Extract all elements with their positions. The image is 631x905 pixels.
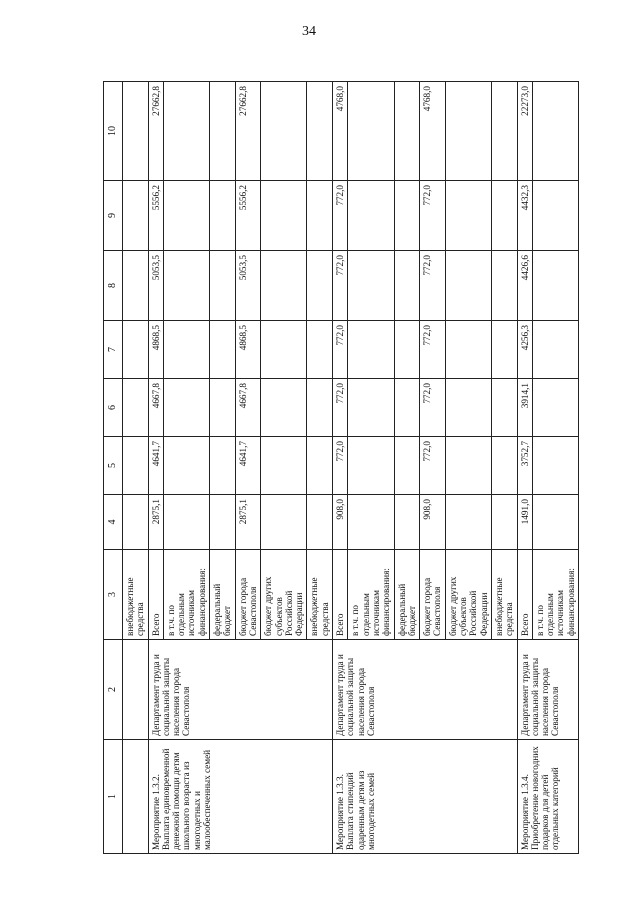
value-cell: 772,0 [420, 251, 446, 321]
value-cell: 5053,5 [235, 251, 261, 321]
source-text: бюджет других [447, 576, 458, 636]
table-row [148, 82, 163, 854]
executor-text: населения города [540, 667, 551, 736]
header-col-3: 3 [104, 550, 123, 640]
budget-table [103, 81, 579, 854]
value-cell: 1491,0 [517, 495, 532, 550]
value-cell [445, 495, 491, 550]
source-text: финансирования: [196, 568, 207, 636]
value-cell: 2875,1 [148, 495, 163, 550]
source-text: отдельным [176, 593, 187, 636]
value-cell: 27662,8 [235, 82, 261, 181]
source-text: Российской [468, 590, 479, 636]
source-cell [517, 550, 532, 640]
value-cell [532, 437, 578, 495]
source-text: бюджет города [422, 577, 433, 636]
value-cell [394, 437, 420, 495]
value-cell [210, 321, 236, 379]
source-cell [163, 550, 209, 640]
source-cell [420, 550, 446, 640]
value-cell [261, 181, 307, 251]
value-cell [163, 495, 209, 550]
value-cell [348, 437, 394, 495]
value-cell [261, 82, 307, 181]
executor-text: социальной защиты [345, 657, 356, 736]
rotated-table-container [103, 82, 576, 854]
value-cell: 4256,3 [517, 321, 532, 379]
value-cell: 5556,2 [235, 181, 261, 251]
executor-text: социальной защиты [529, 657, 540, 736]
executor-text: населения города [355, 667, 366, 736]
header-col-4: 4 [104, 495, 123, 550]
value-cell: 772,0 [333, 181, 348, 251]
measure-cell [517, 740, 578, 854]
value-cell [491, 321, 517, 379]
source-text: субъектов [273, 597, 284, 636]
value-cell [163, 181, 209, 251]
value-cell [210, 495, 236, 550]
measure-text: Выплата единовременной [160, 748, 171, 850]
value-cell: 908,0 [420, 495, 446, 550]
source-text: средства [504, 602, 515, 636]
value-cell [123, 437, 149, 495]
source-text: Всего [519, 613, 530, 636]
value-cell [348, 321, 394, 379]
source-cell [348, 550, 394, 640]
source-text: Севастополя [247, 586, 258, 636]
measure-cell-empty [123, 740, 149, 854]
source-cell [261, 550, 307, 640]
value-cell [210, 251, 236, 321]
value-cell [307, 82, 333, 181]
source-text: в т.ч. по [534, 605, 545, 636]
value-cell: 4426,6 [517, 251, 532, 321]
value-cell [210, 181, 236, 251]
value-cell [163, 437, 209, 495]
executor-text: Департамент труда и [150, 654, 161, 736]
value-cell [532, 181, 578, 251]
value-cell: 772,0 [333, 379, 348, 437]
header-col-5: 5 [104, 437, 123, 495]
executor-text: Севастополя [550, 686, 561, 736]
source-text: бюджет [406, 605, 417, 636]
value-cell [123, 379, 149, 437]
table-row [123, 82, 149, 854]
source-text: источникам [370, 590, 381, 636]
measure-text: Мероприятие 1.3.2. [150, 774, 161, 850]
value-cell: 3914,1 [517, 379, 532, 437]
measure-text: денежной помощи детям [171, 752, 182, 850]
value-cell [348, 181, 394, 251]
value-cell [491, 251, 517, 321]
value-cell: 772,0 [333, 251, 348, 321]
executor-text: Департамент труда и [519, 654, 530, 736]
value-cell [307, 437, 333, 495]
source-text: финансирования: [565, 568, 576, 636]
value-cell: 908,0 [333, 495, 348, 550]
value-cell [394, 495, 420, 550]
executor-cell [517, 640, 578, 740]
header-col-9: 9 [104, 181, 123, 251]
source-text: Всего [335, 613, 346, 636]
header-col-7: 7 [104, 321, 123, 379]
value-cell [394, 379, 420, 437]
executor-text: Севастополя [365, 686, 376, 736]
value-cell [261, 379, 307, 437]
value-cell [532, 251, 578, 321]
value-cell: 772,0 [333, 321, 348, 379]
value-cell [307, 251, 333, 321]
value-cell [532, 321, 578, 379]
value-cell [491, 379, 517, 437]
source-text: отдельным [545, 593, 556, 636]
source-text: Севастополя [432, 586, 443, 636]
source-text: внебюджетные [493, 577, 504, 636]
value-cell [394, 181, 420, 251]
value-cell: 22273,0 [517, 82, 532, 181]
source-text: бюджет города [237, 577, 248, 636]
value-cell [123, 321, 149, 379]
value-cell: 27662,8 [148, 82, 163, 181]
value-cell [123, 251, 149, 321]
value-cell [123, 181, 149, 251]
value-cell: 2875,1 [235, 495, 261, 550]
value-cell [123, 82, 149, 181]
value-cell [532, 495, 578, 550]
value-cell: 4667,8 [235, 379, 261, 437]
value-cell [210, 82, 236, 181]
source-cell [491, 550, 517, 640]
value-cell [307, 321, 333, 379]
value-cell [307, 495, 333, 550]
value-cell: 4868,5 [148, 321, 163, 379]
value-cell: 772,0 [420, 321, 446, 379]
value-cell: 4432,3 [517, 181, 532, 251]
value-cell [445, 437, 491, 495]
value-cell [394, 251, 420, 321]
value-cell [307, 379, 333, 437]
value-cell [163, 251, 209, 321]
header-col-8: 8 [104, 251, 123, 321]
source-cell [307, 550, 333, 640]
value-cell [163, 82, 209, 181]
value-cell [261, 495, 307, 550]
source-text: бюджет других [263, 576, 274, 636]
measure-text: школьного возраста из [181, 761, 192, 850]
executor-text: Севастополя [181, 686, 192, 736]
value-cell: 4641,7 [235, 437, 261, 495]
value-cell [445, 379, 491, 437]
value-cell [163, 321, 209, 379]
source-text: Федерации [294, 592, 305, 636]
value-cell [532, 82, 578, 181]
value-cell [307, 181, 333, 251]
source-text: Всего [150, 613, 161, 636]
source-text: отдельным [360, 593, 371, 636]
measure-cell [148, 740, 332, 854]
value-cell: 5053,5 [148, 251, 163, 321]
executor-text: населения города [171, 667, 182, 736]
source-text: источникам [186, 590, 197, 636]
value-cell [348, 495, 394, 550]
value-cell: 772,0 [420, 181, 446, 251]
source-text: федеральный [396, 583, 407, 636]
table-row [333, 82, 348, 854]
header-col-1: 1 [104, 740, 123, 854]
source-cell [235, 550, 261, 640]
source-text: в т.ч. по [350, 605, 361, 636]
value-cell [210, 437, 236, 495]
source-text: финансирования: [381, 568, 392, 636]
source-text: в т.ч. по [165, 605, 176, 636]
value-cell [261, 321, 307, 379]
value-cell [445, 82, 491, 181]
source-text: Федерации [478, 592, 489, 636]
value-cell [491, 437, 517, 495]
source-text: субъектов [458, 597, 469, 636]
source-cell: внебюджетные средства [123, 550, 149, 640]
value-cell [348, 379, 394, 437]
table-row [517, 82, 532, 854]
value-cell [445, 321, 491, 379]
source-text: источникам [555, 590, 566, 636]
header-col-6: 6 [104, 379, 123, 437]
value-cell [261, 251, 307, 321]
value-cell [210, 379, 236, 437]
executor-cell-empty [123, 640, 149, 740]
measure-text: многодетных и [191, 791, 202, 850]
source-text: бюджет [222, 605, 233, 636]
source-cell [333, 550, 348, 640]
value-cell: 4768,0 [333, 82, 348, 181]
value-cell [163, 379, 209, 437]
value-cell [348, 251, 394, 321]
measure-text: малообеспеченных семей [202, 749, 213, 850]
value-cell [491, 82, 517, 181]
table-body [123, 82, 579, 854]
measure-text: многодетных семей [365, 772, 376, 850]
value-cell: 5556,2 [148, 181, 163, 251]
value-cell [348, 82, 394, 181]
source-text: средства [319, 602, 330, 636]
source-cell [394, 550, 420, 640]
measure-text: Мероприятие 1.3.4. [519, 774, 530, 850]
measure-text: одаренным детям из [355, 770, 366, 850]
page-number: 34 [302, 24, 316, 39]
value-cell [445, 181, 491, 251]
source-text: Российской [283, 590, 294, 636]
value-cell: 772,0 [420, 379, 446, 437]
value-cell [394, 321, 420, 379]
executor-cell [333, 640, 517, 740]
source-cell [532, 550, 578, 640]
header-row [104, 82, 123, 854]
value-cell: 4768,0 [420, 82, 446, 181]
measure-text: Мероприятие 1.3.3. [335, 774, 346, 850]
executor-cell [148, 640, 332, 740]
value-cell: 4868,5 [235, 321, 261, 379]
executor-text: Департамент труда и [335, 654, 346, 736]
executor-text: социальной защиты [160, 657, 171, 736]
measure-text: Выплата стипендий [345, 772, 356, 850]
value-cell [123, 495, 149, 550]
source-cell [148, 550, 163, 640]
value-cell [394, 82, 420, 181]
value-cell [261, 437, 307, 495]
header-col-2: 2 [104, 640, 123, 740]
value-cell: 772,0 [420, 437, 446, 495]
measure-cell [333, 740, 517, 854]
measure-text: Приобретение новогодних [529, 746, 540, 850]
value-cell: 3752,7 [517, 437, 532, 495]
measure-text: подарков для детей [540, 774, 551, 850]
source-text: внебюджетные [309, 577, 320, 636]
value-cell: 4667,8 [148, 379, 163, 437]
value-cell: 772,0 [333, 437, 348, 495]
value-cell: 4641,7 [148, 437, 163, 495]
value-cell [491, 495, 517, 550]
value-cell [491, 181, 517, 251]
source-cell [210, 550, 236, 640]
value-cell [445, 251, 491, 321]
measure-text: отдельных категорий [550, 767, 561, 850]
source-cell [445, 550, 491, 640]
value-cell [532, 379, 578, 437]
header-col-10: 10 [104, 82, 123, 181]
source-text: федеральный [212, 583, 223, 636]
